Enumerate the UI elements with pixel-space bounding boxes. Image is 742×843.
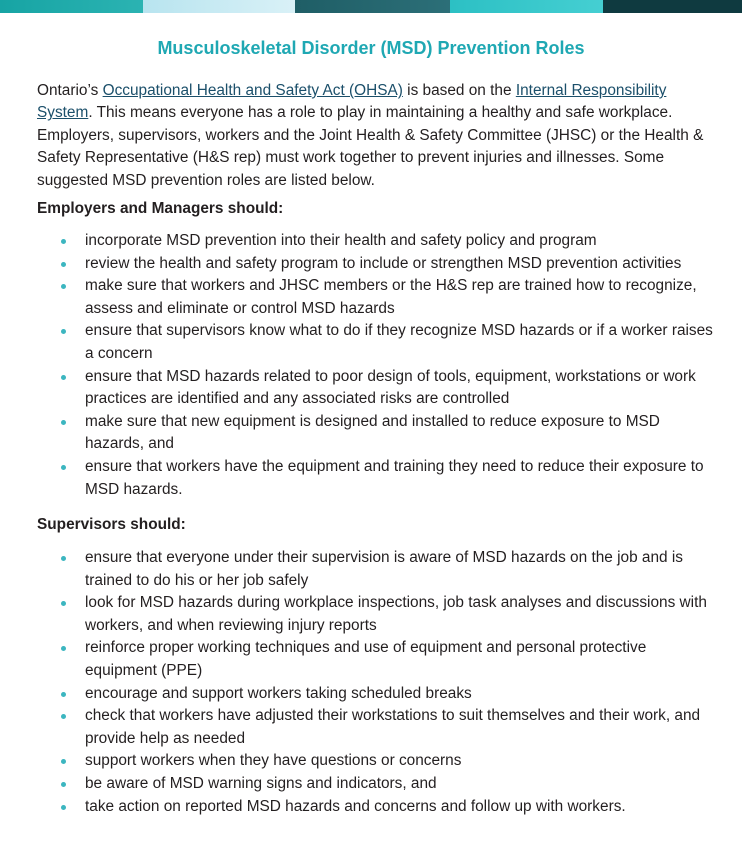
list-item [0, 230, 715, 253]
list-item [0, 275, 715, 320]
bullet-icon [61, 805, 66, 810]
bullet-icon [61, 375, 66, 380]
ohsa-link[interactable]: Occupational Health and Safety Act (OHSA) [102, 82, 403, 99]
list-item-text: incorporate MSD prevention into their health and safety policy and program [85, 232, 597, 249]
list-item-text: reinforce proper working techniques and use of equipment and personal protective equipment (PPE) [85, 639, 647, 679]
list-item [0, 320, 715, 365]
list-item [0, 796, 715, 819]
bullet-icon [61, 239, 66, 244]
list-item-text: make sure that new equipment is designed and installed to reduce exposure to MSD hazards, and [85, 412, 660, 453]
list-item [0, 411, 715, 456]
list-item-text: ensure that everyone under their supervision is aware of MSD hazards on the job and is trained to do his or her job safely [85, 549, 684, 589]
list-item-text: ensure that supervisors know what to do if they recognize MSD hazards or if a worker raises a concern [85, 322, 713, 362]
intro-text: . This means everyone has a role to play in maintaining a healthy and safe workplace. Employers, supervisors, workers and the Joint Health & Safety Committee (JHSC) or the Health & Safety Representative (H&S rep) must work together to prevent injuries and illnesses. Some suggested MSD prevention roles are listed below. [37, 104, 704, 189]
list-item [0, 705, 715, 750]
list-item-text: take action on reported MSD hazards and concerns and follow up with workers. [85, 797, 626, 815]
list-item-text: encourage and support workers taking scheduled breaks [85, 684, 472, 702]
supervisors-list [0, 547, 742, 818]
bullet-icon [61, 556, 66, 561]
intro-paragraph [37, 80, 717, 192]
list-item [0, 547, 715, 592]
bullet-icon [61, 465, 66, 470]
bullet-icon [61, 284, 66, 289]
color-bar-segment [143, 0, 295, 13]
bullet-icon [61, 601, 66, 606]
bullet-icon [61, 646, 66, 651]
employers-list [0, 230, 742, 501]
list-item [0, 592, 715, 637]
color-bar-segment [295, 0, 450, 13]
list-item [0, 456, 715, 501]
list-item [0, 683, 715, 706]
color-bar-segment [0, 0, 143, 13]
bullet-icon [61, 782, 66, 787]
bullet-icon [61, 692, 66, 697]
list-item [0, 366, 715, 411]
irs-link[interactable]: Internal Responsibility System [37, 82, 667, 122]
list-item-text: look for MSD hazards during workplace inspections, job task analyses and discussions with workers, and when reviewing injury reports [85, 594, 707, 634]
bullet-icon [61, 420, 66, 425]
page-title: Musculoskeletal Disorder (MSD) Prevention Roles [157, 38, 585, 58]
list-item-text: review the health and safety program to include or strengthen MSD prevention activities [85, 254, 682, 272]
list-item [0, 750, 715, 773]
list-item-text: make sure that workers and JHSC members or the H&S rep are trained how to recognize, assess and eliminate or control MSD hazards [85, 277, 697, 317]
list-item [0, 253, 715, 276]
list-item [0, 773, 715, 796]
bullet-icon [61, 759, 66, 764]
header-color-bar [0, 0, 742, 13]
list-item-text: ensure that MSD hazards related to poor design of tools, equipment, workstations or work practices are identified and any associated risks are controlled [85, 367, 696, 408]
color-bar-segment [603, 0, 742, 13]
bullet-icon [61, 329, 66, 334]
supervisors-heading: Supervisors should: [37, 516, 186, 533]
list-item [0, 637, 715, 682]
bullet-icon [61, 714, 66, 719]
list-item-text: support workers when they have questions or concerns [85, 752, 462, 770]
bullet-icon [61, 262, 66, 267]
intro-text: Ontario’s [37, 82, 103, 99]
intro-text: is based on the [402, 82, 516, 99]
list-item-text: check that workers have adjusted their workstations to suit themselves and their work, and provide help as needed [85, 707, 701, 747]
color-bar-segment [450, 0, 603, 13]
list-item-text: ensure that workers have the equipment and training they need to reduce their exposure to MSD hazards. [85, 457, 704, 498]
list-item-text: be aware of MSD warning signs and indicators, and [85, 774, 437, 792]
employers-heading: Employers and Managers should: [37, 200, 284, 217]
